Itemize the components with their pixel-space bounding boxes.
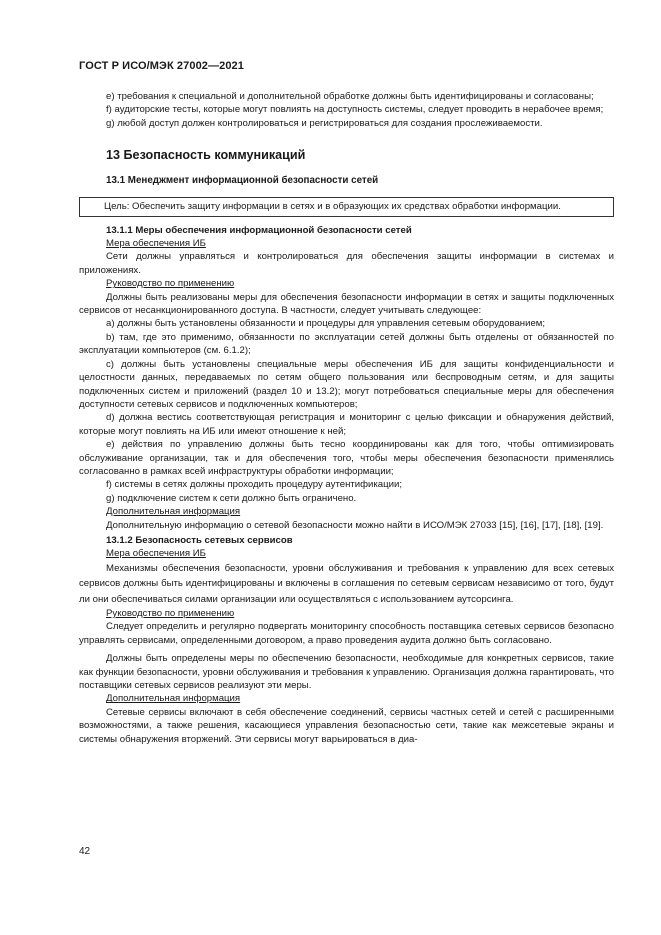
section-13-1-2-heading: 13.1.2 Безопасность сетевых сервисов [106, 534, 293, 546]
list-item: f) аудиторские тесты, которые могут повлиять на доступность системы, следует проводить в нерабочее время; [106, 104, 604, 116]
list-item: c) должны быть установлены специальные меры обеспечения ИБ для защиты конфиденциальности и целостности данных, передаваемых по сетям общего пользования или беспроводным сетям, и для защиты подключенных систем и приложений (раздел 10 и 13.2); могут потребоваться специальные меры для обеспечения доступности сетевых сервисов и подключенных компьютеров; [79, 358, 614, 410]
list-item: b) там, где это применимо, обязанности по эксплуатации сетей должны быть отделены от обязанностей по эксплуатации компьютеров (см. 6.1.2); [79, 331, 614, 357]
section-13-1-1-heading: 13.1.1 Меры обеспечения информационной безопасности сетей [106, 224, 412, 236]
measure-text: Механизмы обеспечения безопасности, уровни обслуживания и требования к управлению для всех сетевых сервисов должны быть идентифицированы и включены в соглашения по сетевым сервисам независимо от того, будут ли они обеспечиваться силами организации или осуществляться с использованием аутсорсинга. [79, 562, 614, 605]
list-item: е) требования к специальной и дополнительной обработке должны быть идентифицированы и согласованы; [106, 91, 594, 102]
extra-info-label: Дополнительная информация [106, 693, 241, 705]
list-item: g) подключение систем к сети должно быть ограничено. [106, 492, 357, 504]
document-header: ГОСТ Р ИСО/МЭК 27002—2021 [79, 60, 244, 72]
list-item: е) действия по управлению должны быть тесно координированы как для того, чтобы оптимизировать обслуживание организации, так и для обеспечения того, чтобы меры обеспечения безопасности применялись согласованно в рамках всей инфраструктуры обработки информации; [79, 439, 614, 477]
guide-label: Руководство по применению [106, 608, 235, 619]
document-page [79, 60, 614, 746]
list-item: g) любой доступ должен контролироваться и регистрироваться для создания прослеживаемости. [106, 117, 543, 129]
page-number: 42 [79, 846, 91, 857]
extra-info-text: Дополнительную информацию о сетевой безопасности можно найти в ИСО/МЭК 27033 [15], [16], [17], [18], [19]. [106, 519, 604, 531]
guide-paragraph: Следует определить и регулярно подвергать мониторингу способность поставщика сетевых сервисов безопасно управлять сервисами, определенными договором, а право проведения аудита должно быть согласовано. [79, 621, 614, 646]
guide-paragraph: Должны быть определены меры по обеспечению безопасности, необходимые для конкретных сервисов, такие как функции безопасности, уровни обслуживания и требования к управлению. Организация должна гарантировать, что поставщики сетевых сервисов реализуют эти меры. [79, 653, 614, 692]
measure-label: Мера обеспечения ИБ [106, 548, 206, 560]
measure-text: Сети должны управляться и контролироваться для обеспечения защиты информации в системах и приложениях. [79, 251, 614, 276]
goal-box: Цель: Обеспечить защиту информации в сетях и в образующих их средствах обработки информации. [79, 197, 614, 216]
list-item: f) системы в сетях должны проходить процедуру аутентификации; [106, 479, 402, 491]
list-item: а) должны быть установлены обязанности и процедуры для управления сетевым оборудованием; [106, 318, 546, 330]
guide-intro: Должны быть реализованы меры для обеспечения безопасности информации в сетях и защиты подключенных сервисов от несанкционированного доступа. В частности, следует учитывать следующее: [79, 291, 614, 317]
guide-label: Руководство по применению [106, 278, 235, 290]
section-13-1-heading: 13.1 Менеджмент информационной безопасности сетей [106, 175, 379, 187]
list-item: d) должна вестись соответствующая регистрация и мониторинг с целью фиксации и обнаружения действий, которые могут повлиять на ИБ или имеют отношение к ней; [79, 412, 614, 437]
extra-info-text: Сетевые сервисы включают в себя обеспечение соединений, сервисы частных сетей и сетей с расширенными возможностями, а также решения, касающиеся управления безопасностью сети, такие как межсетевые экраны и системы обнаружения вторжений. Эти сервисы могут варьироваться в диа- [79, 706, 614, 745]
measure-label: Мера обеспечения ИБ [106, 238, 206, 250]
section-13-heading: 13 Безопасность коммуникаций [106, 148, 306, 163]
extra-info-label: Дополнительная информация [106, 506, 241, 518]
